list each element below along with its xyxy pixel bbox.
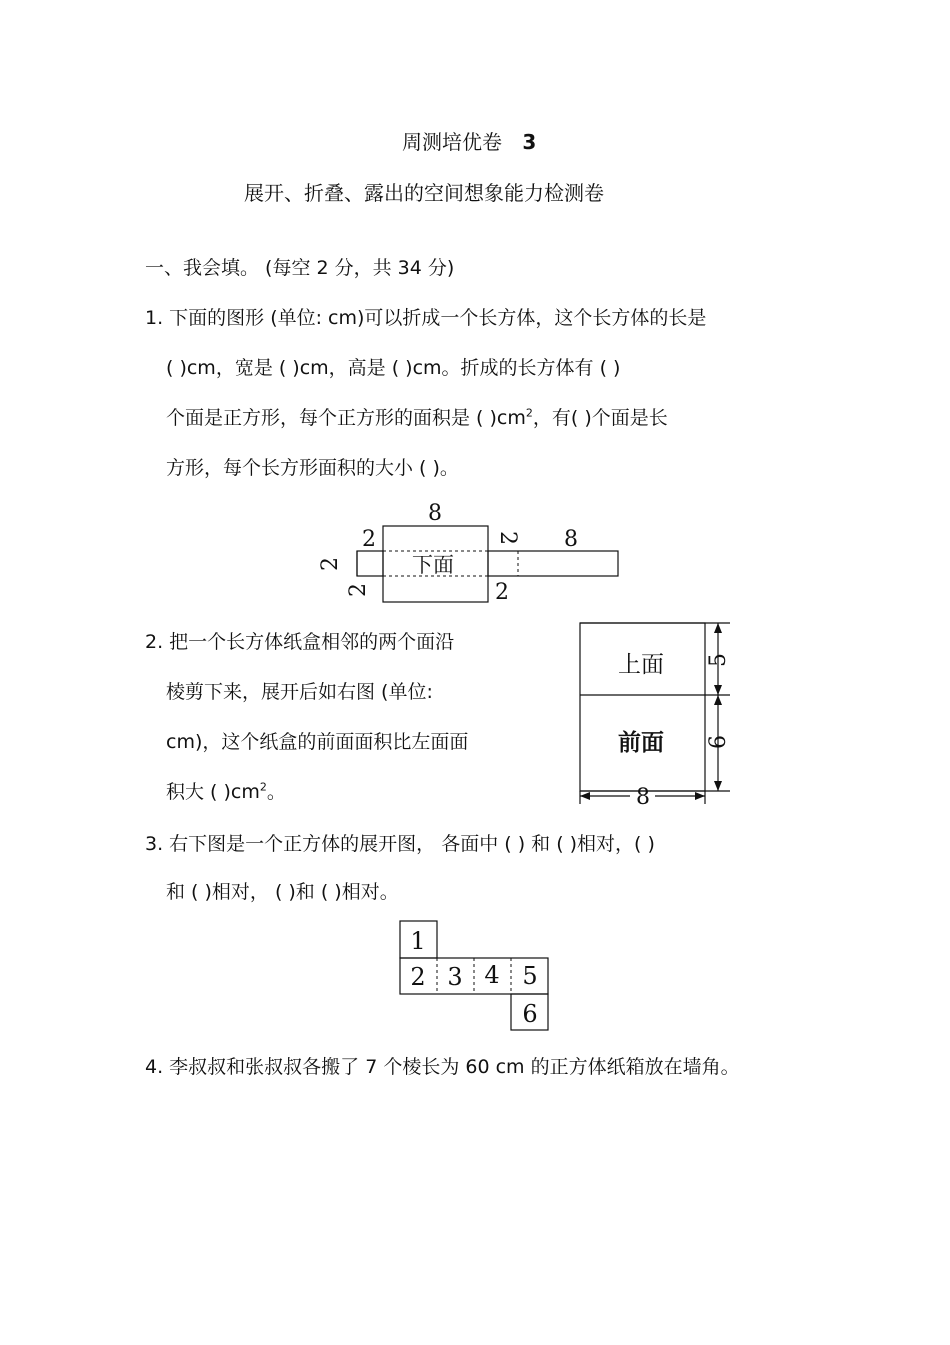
q2-line4-text: 积大 ( )cm [166, 781, 260, 803]
dim-top-label: 5 [706, 653, 731, 667]
face-top-label: 上面 [618, 652, 664, 678]
page-subtitle: 展开、折叠、露出的空间想象能力检测卷 [244, 181, 604, 205]
q2-line2: 棱剪下来，展开后如右图 (单位: [166, 681, 433, 703]
cube-face-4: 4 [484, 961, 500, 989]
net-right-lower-label: 2 [495, 580, 509, 605]
net-top-label: 8 [428, 501, 442, 526]
cube-face-1: 1 [410, 927, 426, 955]
dim-width-label: 8 [636, 785, 650, 810]
q1-net-figure [318, 498, 625, 608]
net-left-lower-label: 2 [346, 583, 371, 597]
q1-line3-sup: 2 [525, 406, 533, 420]
section-heading: 一、我会填。 (每空 2 分，共 34 分) [145, 257, 455, 279]
net-left-side-label: 2 [318, 557, 343, 571]
cube-face-6: 6 [522, 1000, 538, 1028]
q1-line3-text-b: ，有( )个面是长 [532, 407, 668, 429]
q2-line1: 2. 把一个长方体纸盒相邻的两个面沿 [145, 631, 455, 653]
q1-line3-text: 个面是正方形，每个正方形的面积是 ( )cm [166, 407, 526, 429]
q1-line4: 方形，每个长方形面积的大小 ( )。 [166, 457, 459, 479]
net-right-long-label: 8 [564, 527, 578, 552]
page-title [402, 130, 536, 154]
face-front-label: 前面 [618, 729, 664, 756]
net-center-text: 下面 [412, 553, 454, 577]
q1-line3 [166, 406, 668, 430]
q3-line2: 和 ( )相对， ( )和 ( )相对。 [166, 881, 399, 903]
cube-face-5: 5 [522, 962, 538, 990]
cube-face-2: 2 [410, 963, 426, 991]
q3-line1: 3. 右下图是一个正方体的展开图， 各面中 ( ) 和 ( )相对，( ) [145, 833, 655, 855]
q1-line1: 1. 下面的图形 (单位: cm)可以折成一个长方体，这个长方体的长是 [145, 307, 707, 329]
q2-line4 [166, 780, 286, 804]
net-right-upper-label: 2 [495, 531, 520, 545]
q2-line4-sup: 2 [259, 780, 267, 794]
cube-face-3: 3 [447, 963, 463, 991]
q2-line3: cm)，这个纸盒的前面面积比左面面 [166, 731, 469, 753]
q2-box-figure [575, 618, 745, 808]
dim-front-label: 6 [706, 735, 731, 749]
q3-cube-net-figure [395, 918, 555, 1033]
title-text: 周测培优卷 [402, 130, 502, 154]
title-number: 3 [522, 130, 537, 154]
q2-line4-text-b: 。 [266, 781, 286, 803]
q4-line1: 4. 李叔叔和张叔叔各搬了 7 个棱长为 60 cm 的正方体纸箱放在墙角。 [145, 1056, 740, 1078]
q1-line2: ( )cm，宽是 ( )cm，高是 ( )cm。折成的长方体有 ( ) [166, 357, 621, 379]
net-left-upper-label: 2 [362, 527, 376, 552]
